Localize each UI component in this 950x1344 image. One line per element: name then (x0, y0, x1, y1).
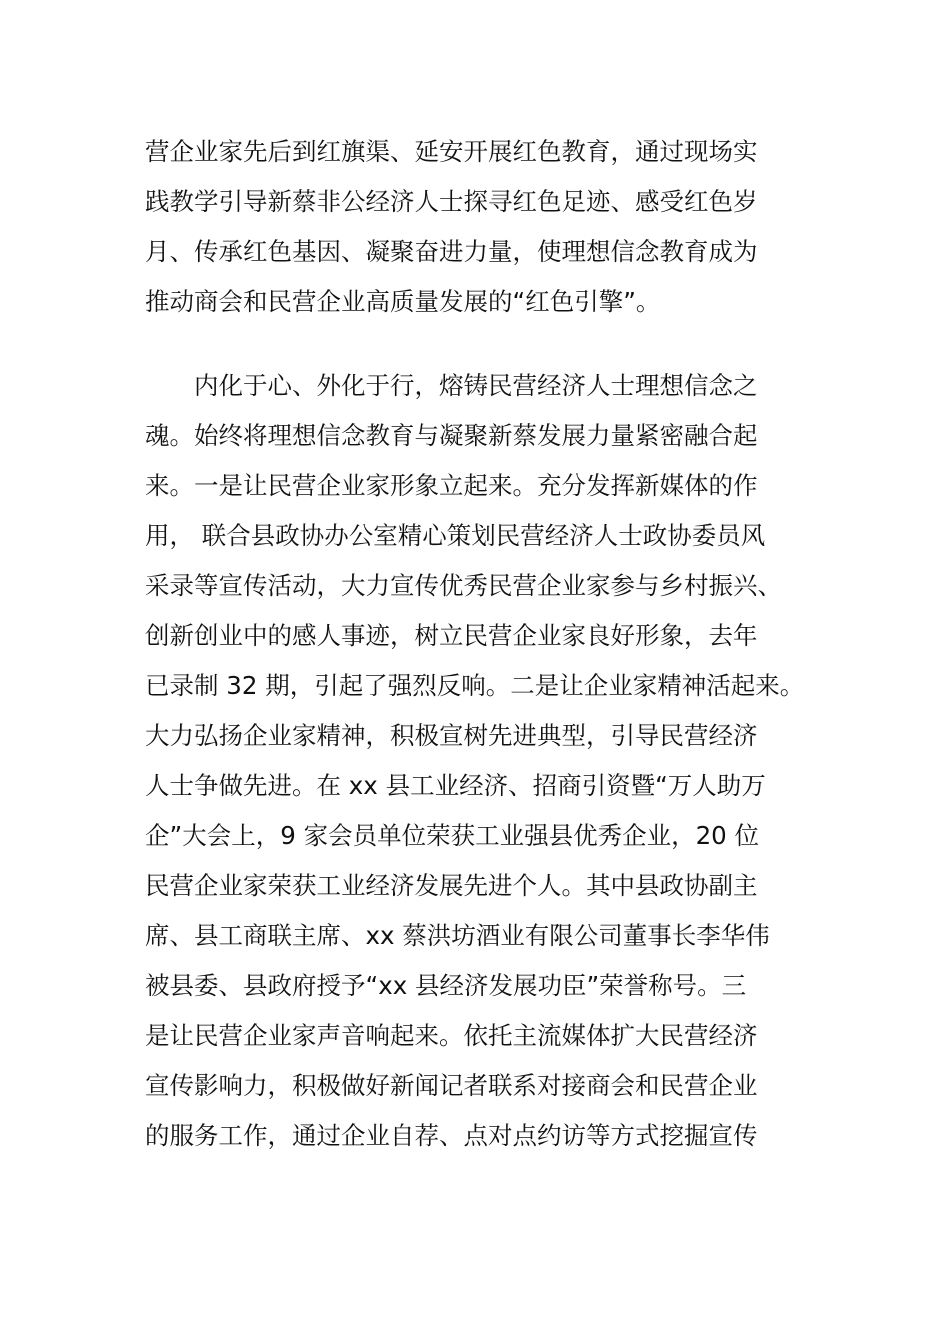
text-line: 营企业家先后到红旗渠、延安开展红色教育，通过现场实 (145, 137, 758, 166)
text-line: 已录制 32 期，引起了强烈反响。二是让企业家精神活起来。 (145, 671, 805, 700)
text-line: 席、县工商联主席、xx 蔡洪坊酒业有限公司董事长李华伟 (145, 921, 770, 950)
text-line: 的服务工作，通过企业自荐、点对点约访等方式挖掘宣传 (145, 1121, 758, 1150)
text-line: 被县委、县政府授予“xx 县经济发展功臣”荣誉称号。三 (145, 971, 747, 1000)
text-line: 采录等宣传活动，大力宣传优秀民营企业家参与乡村振兴、 (145, 571, 782, 600)
text-line: 魂。始终将理想信念教育与凝聚新蔡发展力量紧密融合起 (145, 421, 758, 450)
text-line: 用， 联合县政协办公室精心策划民营经济人士政协委员风 (145, 521, 766, 550)
text-line: 是让民营企业家声音响起来。依托主流媒体扩大民营经济 (145, 1021, 758, 1050)
text-line: 内化于心、外化于行，熔铸民营经济人士理想信念之 (194, 371, 758, 400)
text-line: 人士争做先进。在 xx 县工业经济、招商引资暨“万人助万 (145, 771, 766, 800)
text-line: 宣传影响力，积极做好新闻记者联系对接商会和民营企业 (145, 1071, 758, 1100)
text-line: 大力弘扬企业家精神，积极宣树先进典型，引导民营经济 (145, 721, 758, 750)
text-line: 推动商会和民营企业高质量发展的“红色引擎”。 (145, 287, 661, 316)
text-line: 企”大会上，9 家会员单位荣获工业强县优秀企业，20 位 (145, 821, 760, 850)
text-line: 民营企业家荣获工业经济发展先进个人。其中县政协副主 (145, 871, 758, 900)
text-line: 践教学引导新蔡非公经济人士探寻红色足迹、感受红色岁 (145, 187, 758, 216)
text-line: 来。一是让民营企业家形象立起来。充分发挥新媒体的作 (145, 471, 758, 500)
text-line: 创新创业中的感人事迹，树立民营企业家良好形象，去年 (145, 621, 758, 650)
text-line: 月、传承红色基因、凝聚奋进力量，使理想信念教育成为 (145, 237, 758, 266)
